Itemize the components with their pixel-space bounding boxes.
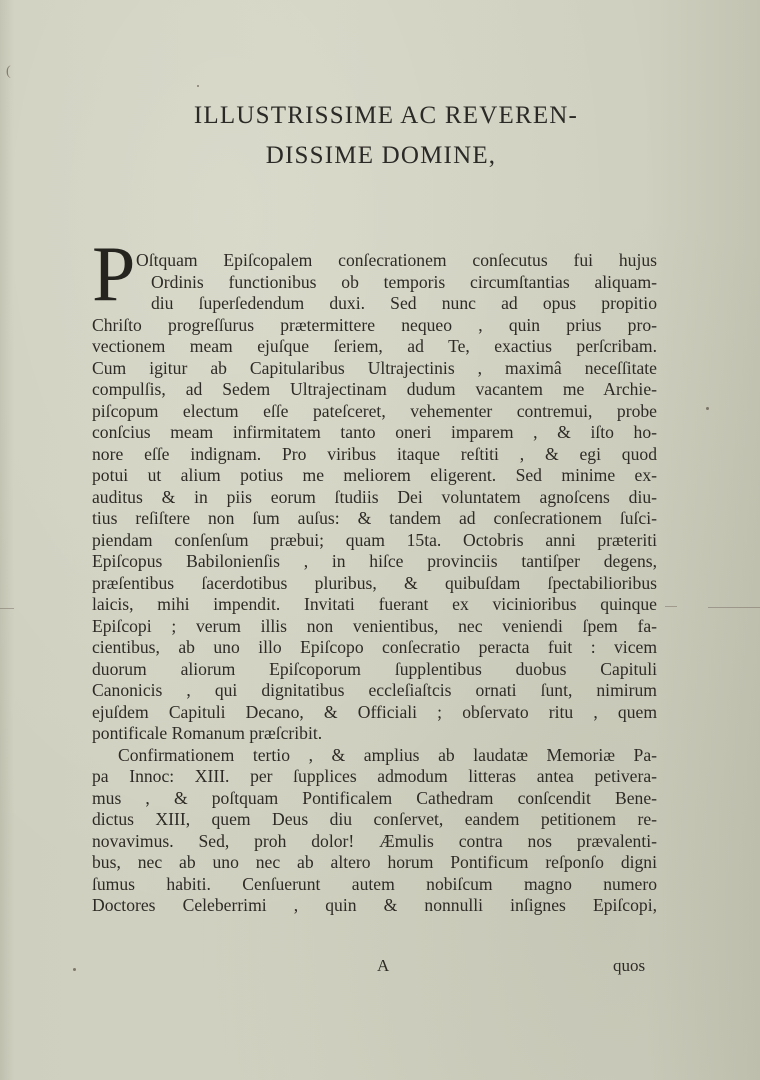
catchword: quos <box>613 956 646 975</box>
text-line: Chriſto progreſſurus prætermittere nequeo , quin prius pro- <box>92 314 657 335</box>
text-line: vectionem meam ejuſque ſeriem, ad Te, exactius perſcribam. <box>92 336 657 356</box>
margin-mark: ( <box>6 64 11 79</box>
text-line: Canonicis , qui dignitatibus eccleſiaſtcis ornati ſunt, nimirum <box>92 680 657 700</box>
fold-mark-left <box>0 608 14 609</box>
text-line: laicis, mihi impendit. Invitati fuerant ex vicinioribus quinque <box>92 594 657 614</box>
text-line: mus , & poſtquam Pontificalem Cathedram conſcendit Bene- <box>92 787 657 808</box>
text-line: ſumus habiti. Cenſuerunt autem nobiſcum magno numero <box>92 873 657 894</box>
text-line: bus, nec ab uno nec ab altero horum Pontificum reſponſo digni <box>92 852 657 872</box>
text-line: Ordinis functionibus ob temporis circumſtantias aliquam- <box>151 271 657 292</box>
text-line: duorum aliorum Epiſcoporum ſupplentibus duobus Capituli <box>92 658 657 679</box>
heading-line-1: ILLUSTRISSIME AC REVEREN- <box>193 102 579 129</box>
text-line: diu ſuperſedendum duxi. Sed nunc ad opus propitio <box>151 293 657 313</box>
text-line: novavimus. Sed, proh dolor! Æmulis contra nos prævalenti- <box>92 830 657 851</box>
text-line: ejuſdem Capituli Decano, & Officiali ; obſervato ritu , quem <box>92 701 657 722</box>
paragraph-1 <box>92 250 657 745</box>
ink-speck <box>73 968 76 971</box>
heading-line-2: DISSIME DOMINE, <box>265 142 497 169</box>
text-line: pa Innoc: XIII. per ſupplices admodum litteras antea petivera- <box>92 766 657 786</box>
text-line: dictus XIII, quem Deus diu conſervet, eandem petitionem re- <box>92 809 657 829</box>
ink-speck <box>706 407 709 410</box>
text-line: potui ut alium potius me meliorem eligerent. Sed minime ex- <box>92 465 657 485</box>
signature-mark: A <box>377 956 390 975</box>
salutation-heading <box>0 96 760 176</box>
paragraph-2 <box>92 745 657 917</box>
text-line: Epiſcopi ; verum illis non venientibus, nec veniendi ſpem fa- <box>92 615 657 636</box>
text-line: præſentibus ſacerdotibus pluribus, & quibuſdam ſpectabilioribus <box>92 572 657 593</box>
fold-mark-right <box>708 607 760 608</box>
text-line: tius reſiſtere non ſum auſus: & tandem ad conſecrationem ſuſci- <box>92 508 657 528</box>
text-line: nore eſſe indignam. Pro viribus itaque reſtiti , & egi quod <box>92 443 657 464</box>
text-line: compulſis, ad Sedem Ultrajectinam dudum vacantem me Archie- <box>92 379 657 399</box>
ink-speck <box>197 85 199 87</box>
text-line: Oſtquam Epiſcopalem conſecrationem conſecutus fui hujus <box>136 250 657 270</box>
fold-mark-mid <box>665 606 677 607</box>
text-line: pontificale Romanum præſcribit. <box>92 723 323 743</box>
text-line: auditus & in piis eorum ſtudiis Dei voluntatem agnoſcens diu- <box>92 486 657 507</box>
text-line: Cum igitur ab Capitularibus Ultrajectinis , maximâ neceſſitate <box>92 357 657 378</box>
letter-body <box>92 250 657 917</box>
text-line: piſcopum electum eſſe pateſceret, vehementer contremui, probe <box>92 400 657 421</box>
drop-cap: P <box>92 230 136 317</box>
text-line: Doctores Celeberrimi , quin & nonnulli inſignes Epiſcopi, <box>92 895 657 915</box>
text-line: cientibus, ab uno illo Epiſcopo conſecratio peracta fuit : vicem <box>92 637 657 657</box>
text-line: conſcius meam infirmitatem tanto oneri imparem , & iſto ho- <box>92 422 657 442</box>
text-line: Confirmationem tertio , & amplius ab laudatæ Memoriæ Pa- <box>118 744 657 765</box>
text-line: Epiſcopus Babilonienſis , in hiſce provinciis tantiſper degens, <box>92 551 657 571</box>
text-line: piendam conſenſum præbui; quam 15ta. Octobris anni præteriti <box>92 529 657 550</box>
